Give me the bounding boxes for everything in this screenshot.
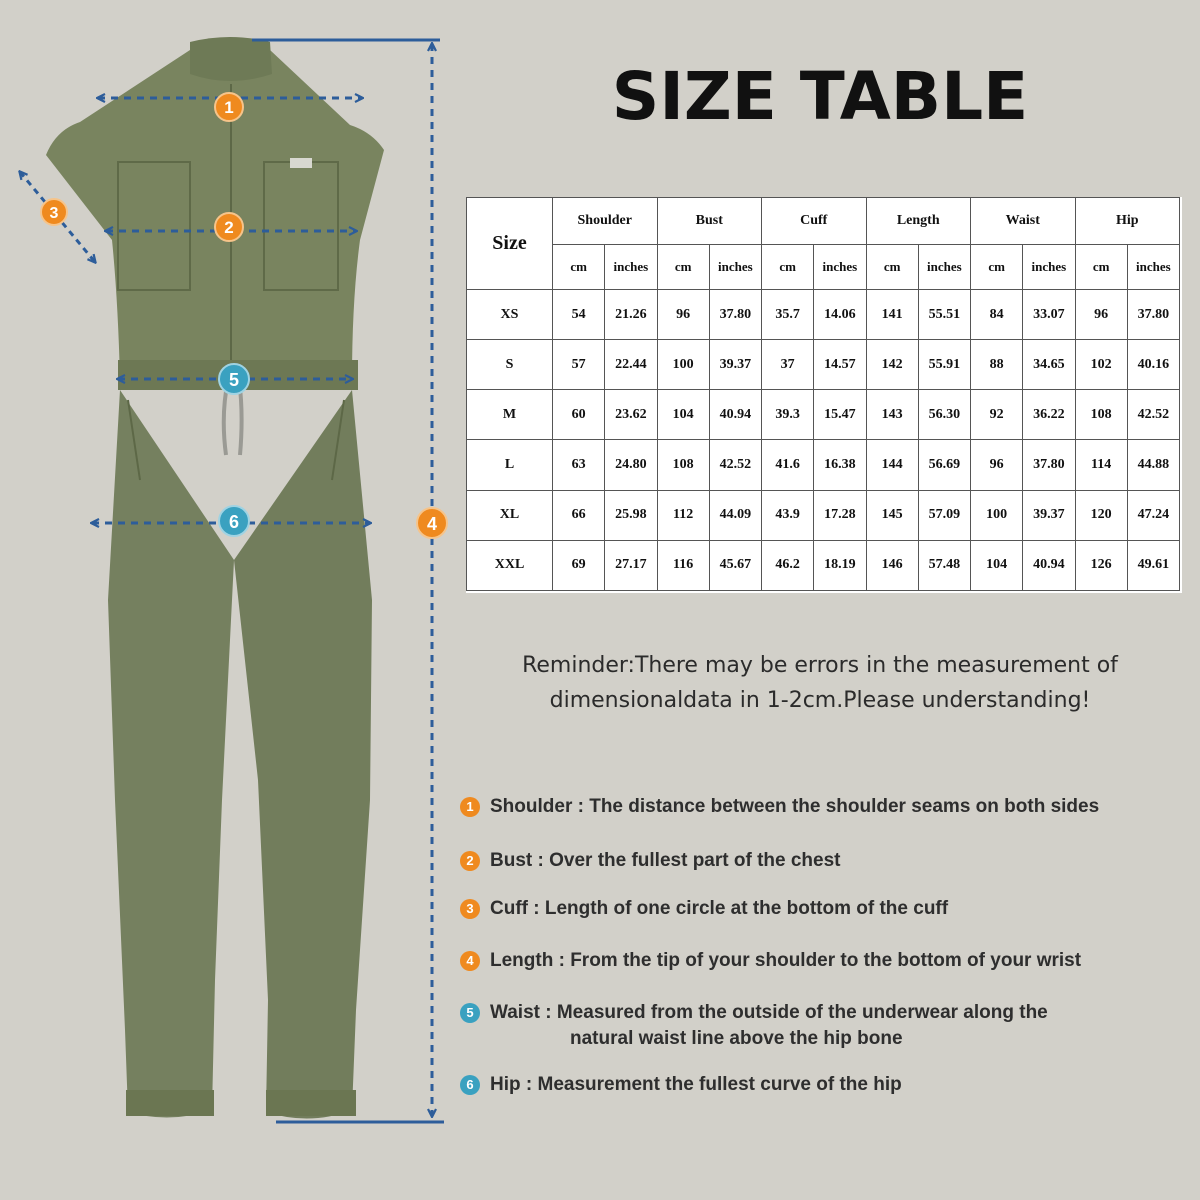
table-cell: 41.6 xyxy=(762,440,814,490)
size-header: Size xyxy=(467,198,553,290)
table-cell: 146 xyxy=(866,540,918,590)
table-cell: 108 xyxy=(1075,390,1127,440)
unit-header-hip-inches: inches xyxy=(1127,245,1179,290)
legend-text: Cuff : Length of one circle at the bottom of the cuff xyxy=(490,898,949,919)
table-cell: 42.52 xyxy=(1127,390,1179,440)
marker-6 xyxy=(219,506,249,536)
table-cell: 84 xyxy=(971,290,1023,340)
table-cell: 116 xyxy=(657,540,709,590)
svg-text:5: 5 xyxy=(228,370,240,390)
size-label: S xyxy=(467,340,553,390)
table-cell: 33.07 xyxy=(1023,290,1075,340)
table-cell: 55.51 xyxy=(918,290,970,340)
unit-header-bust-inches: inches xyxy=(709,245,761,290)
svg-text:2: 2 xyxy=(224,218,234,237)
table-cell: 37.80 xyxy=(1023,440,1075,490)
legend-number-badge: 1 xyxy=(460,797,480,817)
table-cell: 49.61 xyxy=(1127,540,1179,590)
page-title: SIZE TABLE xyxy=(611,58,1029,135)
table-cell: 92 xyxy=(971,390,1023,440)
table-cell: 37 xyxy=(762,340,814,390)
reminder-note xyxy=(480,648,1160,718)
table-cell: 44.09 xyxy=(709,490,761,540)
table-cell: 40.16 xyxy=(1127,340,1179,390)
table-cell: 27.17 xyxy=(605,540,657,590)
marker-2 xyxy=(215,213,243,241)
table-cell: 47.24 xyxy=(1127,490,1179,540)
unit-header-bust-cm: cm xyxy=(657,245,709,290)
size-table xyxy=(466,197,1180,591)
table-row xyxy=(467,290,1180,340)
table-cell: 22.44 xyxy=(605,340,657,390)
svg-text:4: 4 xyxy=(426,514,438,534)
table-cell: 24.80 xyxy=(605,440,657,490)
table-cell: 14.57 xyxy=(814,340,866,390)
table-cell: 104 xyxy=(971,540,1023,590)
table-cell: 45.67 xyxy=(709,540,761,590)
table-cell: 102 xyxy=(1075,340,1127,390)
size-table-unit-header xyxy=(467,245,1180,290)
marker-1 xyxy=(215,93,243,121)
column-group-hip: Hip xyxy=(1075,198,1180,245)
table-cell: 69 xyxy=(553,540,605,590)
size-table-body xyxy=(467,290,1180,591)
table-cell: 114 xyxy=(1075,440,1127,490)
table-cell: 142 xyxy=(866,340,918,390)
unit-header-hip-cm: cm xyxy=(1075,245,1127,290)
table-cell: 18.19 xyxy=(814,540,866,590)
table-cell: 34.65 xyxy=(1023,340,1075,390)
table-cell: 88 xyxy=(971,340,1023,390)
size-table-group-header xyxy=(467,198,1180,245)
table-cell: 15.47 xyxy=(814,390,866,440)
legend-number-badge: 2 xyxy=(460,851,480,871)
table-cell: 60 xyxy=(553,390,605,440)
table-cell: 40.94 xyxy=(1023,540,1075,590)
table-cell: 14.06 xyxy=(814,290,866,340)
table-cell: 96 xyxy=(971,440,1023,490)
marker-5 xyxy=(219,364,249,394)
legend-text-block xyxy=(490,1000,1190,1052)
column-group-length: Length xyxy=(866,198,971,245)
table-cell: 100 xyxy=(971,490,1023,540)
svg-text:1: 1 xyxy=(224,98,234,117)
size-label: L xyxy=(467,440,553,490)
table-row xyxy=(467,540,1180,590)
table-cell: 35.7 xyxy=(762,290,814,340)
legend-text: Length : From the tip of your shoulder to the bottom of your wrist xyxy=(490,950,1082,971)
table-cell: 37.80 xyxy=(709,290,761,340)
table-cell: 120 xyxy=(1075,490,1127,540)
legend-text-continued: natural waist line above the hip bone xyxy=(570,1028,903,1049)
table-cell: 56.69 xyxy=(918,440,970,490)
jumpsuit-measurement-figure xyxy=(0,0,460,1200)
unit-header-waist-inches: inches xyxy=(1023,245,1075,290)
table-cell: 42.52 xyxy=(709,440,761,490)
legend-number-badge: 5 xyxy=(460,1003,480,1023)
table-cell: 96 xyxy=(1075,290,1127,340)
legend-text-block xyxy=(490,1072,1190,1098)
column-group-cuff: Cuff xyxy=(762,198,867,245)
table-row xyxy=(467,340,1180,390)
table-cell: 57 xyxy=(553,340,605,390)
table-cell: 43.9 xyxy=(762,490,814,540)
column-group-shoulder: Shoulder xyxy=(553,198,658,245)
jumpsuit-garment xyxy=(46,37,384,1119)
table-cell: 112 xyxy=(657,490,709,540)
table-cell: 57.48 xyxy=(918,540,970,590)
unit-header-cuff-cm: cm xyxy=(762,245,814,290)
legend-number-badge: 4 xyxy=(460,951,480,971)
table-cell: 56.30 xyxy=(918,390,970,440)
unit-header-waist-cm: cm xyxy=(971,245,1023,290)
legend-text-block xyxy=(490,948,1190,974)
reminder-line-1: Reminder:There may be errors in the measurement of xyxy=(522,653,1118,678)
size-label: XXL xyxy=(467,540,553,590)
table-cell: 39.3 xyxy=(762,390,814,440)
table-cell: 16.38 xyxy=(814,440,866,490)
legend-text: Bust : Over the fullest part of the chest xyxy=(490,850,841,871)
column-group-waist: Waist xyxy=(971,198,1076,245)
table-cell: 126 xyxy=(1075,540,1127,590)
table-cell: 54 xyxy=(553,290,605,340)
unit-header-shoulder-cm: cm xyxy=(553,245,605,290)
table-cell: 21.26 xyxy=(605,290,657,340)
legend-text-block xyxy=(490,848,1190,874)
legend-text: Waist : Measured from the outside of the underwear along the xyxy=(490,1002,1048,1023)
table-cell: 145 xyxy=(866,490,918,540)
unit-header-cuff-inches: inches xyxy=(814,245,866,290)
table-cell: 57.09 xyxy=(918,490,970,540)
size-label: XS xyxy=(467,290,553,340)
legend-text-block xyxy=(490,896,1190,922)
size-label: XL xyxy=(467,490,553,540)
legend-number-badge: 3 xyxy=(460,899,480,919)
column-group-bust: Bust xyxy=(657,198,762,245)
reminder-line-2: dimensionaldata in 1-2cm.Please understanding! xyxy=(549,688,1091,713)
table-cell: 66 xyxy=(553,490,605,540)
table-cell: 44.88 xyxy=(1127,440,1179,490)
table-cell: 96 xyxy=(657,290,709,340)
table-cell: 104 xyxy=(657,390,709,440)
table-cell: 100 xyxy=(657,340,709,390)
legend-text-block xyxy=(490,794,1190,820)
unit-header-length-inches: inches xyxy=(918,245,970,290)
size-table-container xyxy=(466,197,1182,593)
table-cell: 39.37 xyxy=(1023,490,1075,540)
unit-header-shoulder-inches: inches xyxy=(605,245,657,290)
legend-text: Shoulder : The distance between the shoulder seams on both sides xyxy=(490,796,1100,817)
table-cell: 63 xyxy=(553,440,605,490)
table-cell: 141 xyxy=(866,290,918,340)
legend-number-badge: 6 xyxy=(460,1075,480,1095)
table-cell: 37.80 xyxy=(1127,290,1179,340)
table-cell: 108 xyxy=(657,440,709,490)
marker-3 xyxy=(41,199,67,225)
table-cell: 143 xyxy=(866,390,918,440)
table-cell: 39.37 xyxy=(709,340,761,390)
svg-text:6: 6 xyxy=(228,512,240,532)
unit-header-length-cm: cm xyxy=(866,245,918,290)
table-cell: 55.91 xyxy=(918,340,970,390)
svg-text:3: 3 xyxy=(49,205,59,222)
legend-text: Hip : Measurement the fullest curve of the hip xyxy=(490,1074,902,1095)
table-cell: 25.98 xyxy=(605,490,657,540)
table-row xyxy=(467,390,1180,440)
table-row xyxy=(467,490,1180,540)
table-cell: 40.94 xyxy=(709,390,761,440)
table-cell: 46.2 xyxy=(762,540,814,590)
table-row xyxy=(467,440,1180,490)
table-cell: 144 xyxy=(866,440,918,490)
table-cell: 36.22 xyxy=(1023,390,1075,440)
marker-4 xyxy=(417,508,447,538)
table-cell: 17.28 xyxy=(814,490,866,540)
size-label: M xyxy=(467,390,553,440)
table-cell: 23.62 xyxy=(605,390,657,440)
